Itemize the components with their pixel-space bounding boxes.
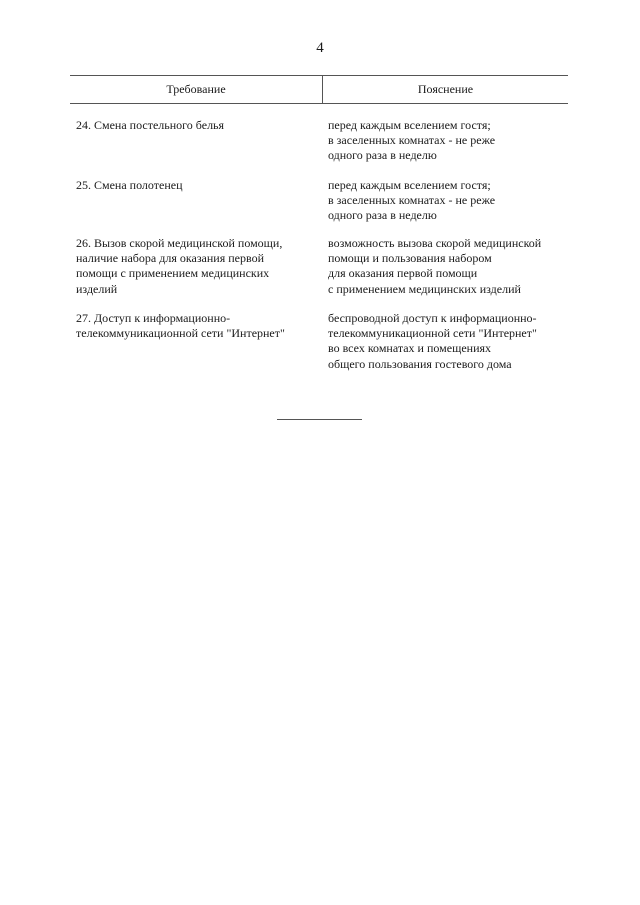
requirement-text: телекоммуникационной сети "Интернет" [76, 326, 285, 341]
table-row [70, 178, 568, 236]
explanation-text: общего пользования гостевого дома [328, 356, 512, 371]
requirement-text: 25. Смена полотенец [76, 178, 183, 192]
explanation-cell [328, 118, 568, 178]
explanation-cell [328, 236, 568, 311]
page-number: 4 [316, 40, 324, 56]
explanation-cell [328, 311, 568, 375]
header-requirement: Требование [70, 76, 323, 103]
explanation-text: в заселенных комнатах - не реже [328, 133, 496, 148]
explanation-text: одного раза в неделю [328, 208, 437, 223]
table-row [70, 311, 568, 375]
requirement-text: 24. Смена постельного белья [76, 118, 225, 132]
explanation-text: с применением медицинских изделий [328, 281, 521, 296]
explanation-text: одного раза в неделю [328, 148, 437, 163]
requirement-text: 27. Доступ к информационно- [76, 311, 231, 325]
explanation-text: для оказания первой помощи [328, 266, 478, 281]
requirement-cell [70, 236, 328, 311]
requirement-text: 26. Вызов скорой медицинской помощи, [76, 236, 283, 250]
explanation-text: телекоммуникационной сети "Интернет" [328, 326, 537, 341]
requirement-cell [70, 118, 328, 178]
explanation-text: в заселенных комнатах - не реже [328, 193, 496, 208]
table-row [70, 118, 568, 178]
requirement-text: помощи с применением медицинских [76, 266, 270, 281]
end-of-document-line [277, 419, 362, 420]
explanation-text: возможность вызова скорой медицинской [328, 236, 542, 250]
explanation-cell [328, 178, 568, 236]
table-body [70, 118, 568, 375]
requirement-cell [70, 178, 328, 236]
requirement-text: изделий [76, 281, 118, 296]
explanation-text: во всех комнатах и помещениях [328, 341, 492, 356]
explanation-text: помощи и пользования набором [328, 251, 492, 266]
requirement-cell [70, 311, 328, 375]
explanation-text: перед каждым вселением гостя; [328, 118, 491, 132]
table-row [70, 236, 568, 311]
explanation-text: беспроводной доступ к информационно- [328, 311, 537, 325]
table-header [70, 75, 568, 104]
header-explanation: Пояснение [417, 82, 474, 96]
explanation-text: перед каждым вселением гостя; [328, 178, 491, 192]
requirement-text: наличие набора для оказания первой [76, 251, 264, 266]
